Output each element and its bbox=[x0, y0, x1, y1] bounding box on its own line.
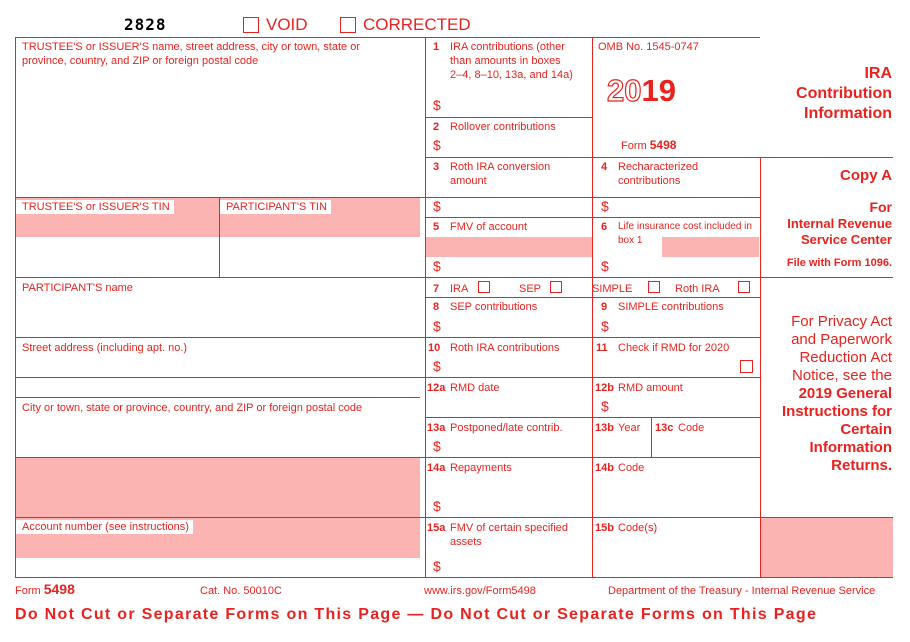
box-10-label: Roth IRA contributions bbox=[450, 342, 560, 354]
box-5-number: 5 bbox=[433, 221, 440, 233]
box-7-ira-checkbox[interactable] bbox=[478, 281, 490, 293]
box-15b-label: Code(s) bbox=[618, 522, 658, 534]
footer-form bbox=[15, 582, 75, 598]
copy-irs-2: Service Center bbox=[800, 232, 892, 247]
box-5-dollar: $ bbox=[433, 258, 441, 274]
box-15b-number: 15b bbox=[595, 522, 614, 534]
copy-irs-1: Internal Revenue bbox=[787, 216, 892, 231]
box-6-label: Life insurance cost included in bbox=[618, 221, 752, 232]
box-13a-label: Postponed/late contrib. bbox=[450, 422, 563, 434]
box-9-dollar: $ bbox=[601, 318, 609, 334]
trustee-name-label: TRUSTEE'S or ISSUER'S name, street address, city or town, state or bbox=[22, 41, 360, 53]
footer-form-number: 5498 bbox=[43, 581, 75, 597]
participant-tin-label: PARTICIPANT'S TIN bbox=[220, 200, 331, 214]
box-8-dollar: $ bbox=[433, 318, 441, 334]
copy-name: Copy A bbox=[840, 167, 892, 184]
box-4-label: Recharacterized bbox=[618, 161, 699, 173]
box-7-roth-label: Roth IRA bbox=[675, 283, 720, 295]
title-line-1: IRA bbox=[864, 65, 892, 82]
box-7-roth-checkbox[interactable] bbox=[738, 281, 750, 293]
box-7-number: 7 bbox=[433, 283, 440, 295]
box-15a-number: 15a bbox=[427, 522, 446, 534]
title-line-2: Contribution bbox=[796, 85, 892, 102]
copy-for: For bbox=[869, 199, 892, 215]
copy-file: File with Form 1096. bbox=[786, 257, 892, 269]
box-7-simple-label: SIMPLE bbox=[592, 283, 633, 295]
box-8-number: 8 bbox=[433, 301, 440, 313]
corrected-label: CORRECTED bbox=[363, 15, 471, 34]
box-14a-number: 14a bbox=[427, 462, 446, 474]
notice-line-6: Instructions for bbox=[781, 403, 892, 420]
fmv-account-field[interactable] bbox=[425, 237, 592, 257]
box-10-dollar: $ bbox=[433, 358, 441, 374]
box-4-dollar: $ bbox=[601, 198, 609, 214]
footer-department: Department of the Treasury - Internal Revenue Service bbox=[608, 585, 876, 597]
box-2-number: 2 bbox=[433, 121, 440, 133]
notice-line-2: and Paperwork bbox=[791, 331, 892, 348]
box-1-number: 1 bbox=[433, 41, 440, 53]
tax-year bbox=[607, 74, 676, 108]
box-6-label-2: box 1 bbox=[618, 235, 643, 246]
box-3-label: Roth IRA conversion bbox=[450, 161, 551, 173]
omb-form-number: 5498 bbox=[649, 138, 677, 152]
box-13b-label: Year bbox=[618, 422, 641, 434]
box-13c-number: 13c bbox=[655, 422, 674, 434]
omb-form-label bbox=[621, 138, 676, 153]
box-4-number: 4 bbox=[601, 161, 608, 173]
box-11-label: Check if RMD for 2020 bbox=[618, 342, 730, 354]
box-7-sep-label: SEP bbox=[519, 283, 542, 295]
notice-line-8: Information bbox=[809, 439, 892, 456]
form-title bbox=[796, 64, 892, 124]
box-14b-label: Code bbox=[618, 462, 645, 474]
box-15a-label: FMV of certain specified bbox=[450, 522, 568, 534]
life-insurance-field[interactable] bbox=[662, 237, 759, 257]
box-13a-dollar: $ bbox=[433, 438, 441, 454]
box-2-dollar: $ bbox=[433, 137, 441, 153]
box-15a-label-2: assets bbox=[450, 536, 482, 548]
omb-form-word: Form bbox=[621, 140, 647, 152]
footer-warning: Do Not Cut or Separate Forms on This Page — Do Not Cut or Separate Forms on This Page bbox=[15, 606, 818, 623]
trustee-name-label-2: province, country, and ZIP or foreign postal code bbox=[22, 55, 259, 67]
box-1-label: IRA contributions (other bbox=[450, 41, 565, 53]
notice-line-9: Returns. bbox=[831, 457, 892, 474]
footer-url: www.irs.gov/Form5498 bbox=[424, 585, 536, 597]
box-3-dollar: $ bbox=[433, 198, 441, 214]
shaded-corner bbox=[760, 517, 893, 577]
form-code: 2828 bbox=[124, 15, 167, 34]
notice-line-1: For Privacy Act bbox=[791, 313, 892, 330]
shaded-block bbox=[15, 457, 420, 517]
box-9-label: SIMPLE contributions bbox=[618, 301, 724, 313]
box-12b-number: 12b bbox=[595, 382, 614, 394]
notice-line-4: Notice, see the bbox=[791, 367, 892, 384]
footer-cat-number: Cat. No. 50010C bbox=[200, 585, 282, 597]
account-number-label: Account number (see instructions) bbox=[16, 520, 193, 534]
box-11-number: 11 bbox=[596, 342, 608, 354]
footer-form-word: Form bbox=[15, 585, 41, 597]
box-6-dollar: $ bbox=[601, 258, 609, 274]
city-label: City or town, state or province, country, and ZIP or foreign postal code bbox=[22, 402, 363, 414]
box-2-label: Rollover contributions bbox=[450, 121, 556, 133]
box-12a-label: RMD date bbox=[450, 382, 500, 394]
tax-year-suffix: 19 bbox=[641, 73, 676, 108]
box-14b-number: 14b bbox=[595, 462, 614, 474]
box-14a-dollar: $ bbox=[433, 498, 441, 514]
box-8-label: SEP contributions bbox=[450, 301, 538, 313]
box-1-dollar: $ bbox=[433, 97, 441, 113]
box-3-label-2: amount bbox=[450, 175, 487, 187]
street-address-label: Street address (including apt. no.) bbox=[22, 342, 188, 354]
box-3-number: 3 bbox=[433, 161, 440, 173]
void-checkbox[interactable] bbox=[243, 17, 259, 33]
tax-year-prefix: 20 bbox=[607, 73, 642, 108]
box-7-simple-checkbox[interactable] bbox=[648, 281, 660, 293]
box-9-number: 9 bbox=[601, 301, 608, 313]
box-13b-number: 13b bbox=[595, 422, 614, 434]
box-7-sep-checkbox[interactable] bbox=[550, 281, 562, 293]
participant-name-label: PARTICIPANT'S name bbox=[22, 282, 133, 294]
copy-a-block bbox=[787, 166, 892, 270]
notice-line-7: Certain bbox=[840, 421, 892, 438]
box-12b-dollar: $ bbox=[601, 398, 609, 414]
box-10-number: 10 bbox=[428, 342, 441, 354]
box-5-label: FMV of account bbox=[450, 221, 528, 233]
privacy-notice bbox=[782, 313, 892, 475]
box-1-label-2: than amounts in boxes bbox=[450, 55, 561, 67]
box-14a-label: Repayments bbox=[450, 462, 512, 474]
box-12b-label: RMD amount bbox=[618, 382, 683, 394]
box-13a-number: 13a bbox=[427, 422, 446, 434]
notice-line-5: 2019 General bbox=[798, 385, 892, 402]
box-6-number: 6 bbox=[601, 221, 608, 233]
corrected-checkbox[interactable] bbox=[340, 17, 356, 33]
box-13c-label: Code bbox=[678, 422, 705, 434]
void-label: VOID bbox=[266, 15, 308, 34]
box-7-ira-label: IRA bbox=[450, 283, 469, 295]
box-15a-dollar: $ bbox=[433, 558, 441, 574]
notice-line-3: Reduction Act bbox=[799, 349, 892, 366]
title-line-3: Information bbox=[804, 105, 892, 122]
trustee-tin-label: TRUSTEE'S or ISSUER'S TIN bbox=[16, 200, 174, 214]
box-4-label-2: contributions bbox=[618, 175, 681, 187]
box-11-checkbox[interactable] bbox=[740, 360, 753, 373]
box-12a-number: 12a bbox=[427, 382, 446, 394]
omb-number: OMB No. 1545-0747 bbox=[598, 41, 699, 53]
box-1-label-3: 2–4, 8–10, 13a, and 14a) bbox=[450, 69, 573, 81]
